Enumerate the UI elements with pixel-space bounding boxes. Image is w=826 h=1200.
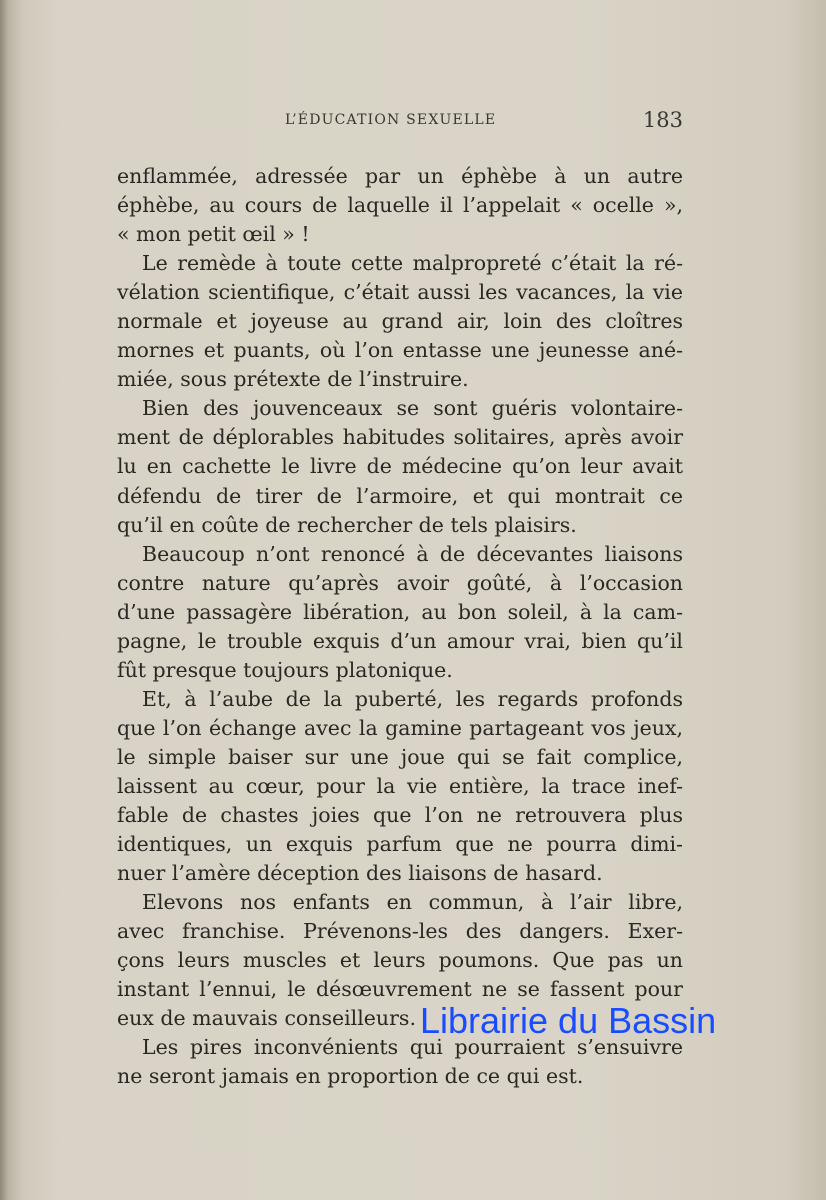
text-line: identiques, un exquis parfum que ne pourra dimi-: [117, 832, 683, 857]
text-line: Beaucoup n’ont renoncé à de décevantes liaisons: [142, 541, 683, 566]
text-line: enflammée, adressée par un éphèbe à un autre: [117, 164, 683, 188]
text-line: Le remède à toute cette malpropreté c’était la ré-: [142, 251, 683, 276]
text-line: défendu de tirer de l’armoire, et qui montrait ce: [117, 483, 683, 508]
text-line: vélation scientifique, c’était aussi les vacances, la vie: [117, 280, 683, 305]
text-line: « mon petit œil » !: [117, 222, 310, 247]
text-line: nuer l’amère déception des liaisons de hasard.: [117, 861, 603, 886]
text-line: çons leurs muscles et leurs poumons. Que pas un: [117, 948, 683, 973]
running-title: L’ÉDUCATION SEXUELLE: [285, 112, 497, 128]
text-line: lu en cachette le livre de médecine qu’on leur avait: [117, 454, 683, 479]
paragraph: [117, 540, 683, 685]
text-line: Bien des jouvenceaux se sont guéris volontaire-: [142, 396, 683, 421]
text-line: d’une passagère libération, au bon soleil, à la cam-: [117, 599, 683, 624]
watermark: Librairie du Bassin: [420, 1000, 717, 1041]
text-line: fable de chastes joies que l’on ne retrouvera plus: [117, 803, 683, 828]
text-line: éphèbe, au cours de laquelle il l’appelait « ocelle »,: [117, 193, 683, 218]
text-line: normale et joyeuse au grand air, loin des cloîtres: [117, 309, 683, 334]
paragraph: [117, 394, 683, 539]
text-line: pagne, le trouble exquis d’un amour vrai, bien qu’il: [117, 628, 683, 653]
text-line: eux de mauvais conseilleurs.: [117, 1006, 416, 1031]
running-header: [117, 108, 683, 134]
text-line: instant l’ennui, le désœuvrement ne se fassent pour: [117, 977, 683, 1002]
paragraph: [117, 249, 683, 394]
text-line: laissent au cœur, pour la vie entière, la trace inef-: [117, 773, 683, 798]
text-line: ment de déplorables habitudes solitaires, après avoir: [117, 425, 683, 450]
paragraph: [117, 162, 683, 249]
text-line: contre nature qu’après avoir goûté, à l’occasion: [117, 570, 683, 595]
text-line: mornes et puants, où l’on entasse une jeunesse ané-: [117, 338, 683, 363]
text-line: le simple baiser sur une joue qui se fait complice,: [117, 744, 683, 769]
page-number: 183: [642, 108, 683, 132]
text-line: avec franchise. Prévenons-les des dangers. Exer-: [117, 919, 683, 944]
text-line: miée, sous prétexte de l’instruire.: [117, 367, 469, 392]
text-line: fût presque toujours platonique.: [117, 657, 453, 682]
body-text: [117, 162, 683, 1092]
text-line: Les pires inconvénients qui pourraient s’ensuivre: [142, 1035, 683, 1060]
paragraph: [117, 685, 683, 888]
text-line: qu’il en coûte de rechercher de tels plaisirs.: [117, 512, 577, 537]
text-line: que l’on échange avec la gamine partageant vos jeux,: [117, 715, 683, 740]
text-line: Elevons nos enfants en commun, à l’air libre,: [142, 890, 683, 915]
text-line: ne seront jamais en proportion de ce qui est.: [117, 1064, 584, 1089]
text-line: Et, à l’aube de la puberté, les regards profonds: [142, 686, 683, 711]
paragraph: [117, 1033, 683, 1091]
